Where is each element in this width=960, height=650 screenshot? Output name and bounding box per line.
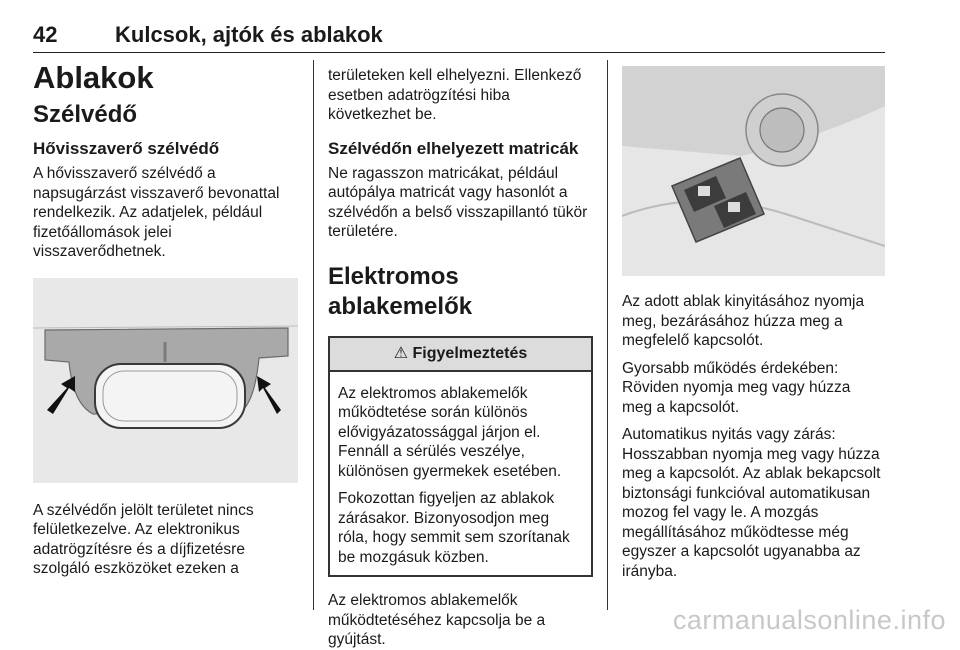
- paragraph: Ne ragasszon matricákat, például autópálya matricát vagy hasonlót a szélvédőn a belső visszapillantó tükör területére.: [328, 164, 588, 240]
- topic-heading: Szélvédőn elhelyezett matricák: [328, 138, 579, 158]
- warning-triangle-icon: ⚠: [393, 344, 409, 362]
- column-divider: [313, 60, 314, 610]
- page-header: [33, 22, 885, 53]
- page-number: 42: [33, 22, 58, 47]
- subsection-title: Szélvédő: [33, 101, 138, 128]
- mirror-drawing: [33, 278, 298, 483]
- column-1: [33, 60, 298, 579]
- paragraph: Az adott ablak kinyitásához nyomja meg, bezárásához húzza meg a megfelelő kapcsolót.: [622, 293, 865, 349]
- warning-title: Figyelmeztetés: [412, 344, 528, 362]
- window-switch-illustration: [622, 66, 885, 276]
- warning-box: [328, 336, 593, 578]
- paragraph: A szélvédőn jelölt területet nincs felületkezelve. Az elektronikus adatrögzítésre és a díjfizetésre szolgáló eszközöket ezeken a: [33, 501, 254, 577]
- paragraph: Gyorsabb működés érdekében: Röviden nyomja meg vagy húzza meg a kapcsolót.: [622, 359, 851, 416]
- warning-body: [330, 372, 591, 576]
- column-3: [622, 66, 885, 581]
- topic-heading: Hővisszaverő szélvédő: [33, 139, 220, 158]
- section-title: Ablakok: [33, 60, 154, 95]
- warning-header: [330, 338, 591, 372]
- subsection-title: Elektromos ablakemelők: [328, 262, 473, 320]
- paragraph: Automatikus nyitás vagy zárás: Hosszabban nyomja meg vagy húzza meg a kapcsolót. Az ablak bekapcsolt biztonsági funkcióval automatikusan mozog fel vagy le. A mozgás megállításához működtesse még egyszer a kapcsolót ugyanabba az irányba.: [622, 426, 881, 580]
- paragraph: Az elektromos ablakemelők működtetéséhez kapcsolja be a gyújtást.: [328, 592, 546, 648]
- windscreen-mirror-illustration: [33, 278, 298, 483]
- window-switch-drawing: [622, 66, 885, 276]
- running-title: Kulcsok, ajtók és ablakok: [115, 22, 383, 47]
- column-divider: [607, 60, 608, 610]
- paragraph: területeken kell elhelyezni. Ellenkező esetben adatrögzítési hiba következhet be.: [328, 67, 582, 123]
- paragraph: A hővisszaverő szélvédő a napsugárzást visszaverő bevonattal rendelkezik. Az adatjelek, például fizetőállomások jelei visszaverődhetnek.: [33, 165, 280, 260]
- watermark: carmanualsonline.info: [672, 605, 946, 635]
- column-2: [328, 66, 593, 650]
- warning-paragraph: Fokozottan figyeljen az ablakok zárásakor. Bizonyosodjon meg róla, hogy semmit sem szorítanak be mozgásuk közben.: [338, 490, 570, 566]
- warning-paragraph: Az elektromos ablakemelők működtetése során különös elővigyázatossággal járjon el. Fennáll a sérülés veszélye, különösen gyermekek esetében.: [338, 384, 562, 480]
